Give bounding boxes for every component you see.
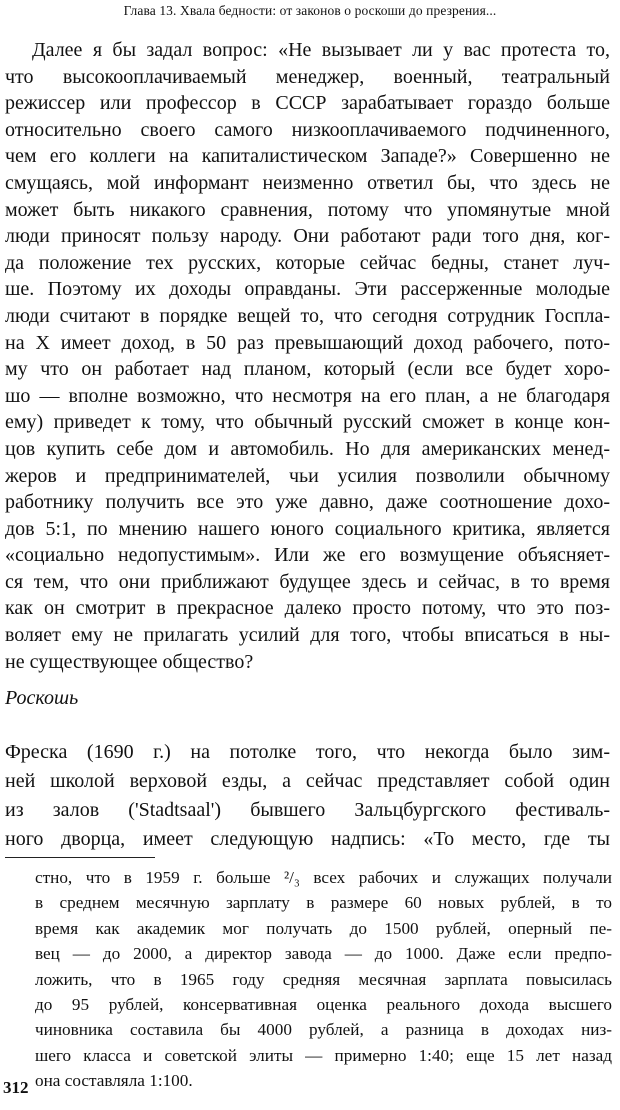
footnote-line: вец — до 2000, а директор завода — до 1000. Даже если предпо- xyxy=(35,944,612,964)
section-paragraph xyxy=(5,738,610,854)
footnote-line: ложить, что в 1965 году средняя месячная зарплата повысилась xyxy=(35,969,612,989)
paragraph-line: шо — вполне возможно, что несмотря на его план, а не благодаря xyxy=(5,384,610,407)
paragraph-line: ся тем, что они приближают будущее здесь и сейчас, в то время xyxy=(5,570,610,593)
section-heading: Роскошь xyxy=(5,687,79,709)
paragraph-line: дов 5:1, по мнению нашего юного социального критика, является xyxy=(5,517,610,540)
section-line: ней школой верховой езды, а сейчас представляет собой один xyxy=(5,770,610,792)
paragraph-line: жеров и предпринимателей, чьи усилия позволили обычному xyxy=(5,464,610,487)
main-paragraph xyxy=(5,37,610,675)
paragraph-line: на Х имеет доход, в 50 раз превышающий доход рабочего, пото- xyxy=(5,331,610,354)
page-number: 312 xyxy=(3,1078,29,1097)
paragraph-line: люди считают в порядке вещей то, что сегодня сотрудник Госпла- xyxy=(5,304,610,327)
paragraph-line: режиссер или профессор в СССР зарабатывает гораздо больше xyxy=(5,92,610,115)
footnote-line: время как академик мог получать до 1500 рублей, оперный пе- xyxy=(35,918,612,938)
paragraph-line: Далее я бы задал вопрос: «Не вызывает ли у вас протеста то, xyxy=(32,39,610,61)
footnote-line: до 95 рублей, консервативная оценка реального дохода высшего xyxy=(35,994,612,1014)
paragraph-line: воляет ему не прилагать усилий для того, чтобы вписаться в ны- xyxy=(5,624,610,647)
paragraph-line: относительно своего самого низкооплачиваемого подчиненного, xyxy=(5,118,610,141)
paragraph-line: ему) приведет к тому, что обычный русский сможет в конце кон- xyxy=(5,411,610,434)
paragraph-line: му что он работает над планом, который (если все будет хоро- xyxy=(5,358,610,381)
paragraph-line: смущаясь, мой информант неизменно ответил бы, что здесь не xyxy=(5,171,610,194)
footnote-line: она составляла 1:100. xyxy=(35,1071,193,1091)
footnote-line: в среднем месячную зарплату в размере 60 новых рублей, в то xyxy=(35,893,612,913)
section-line: Фреска (1690 г.) на потолке того, что некогда было зим- xyxy=(5,741,610,763)
footnote xyxy=(35,865,612,1094)
footnote-line: стно, что в 1959 г. больше ²/₃ всех рабочих и служащих получали xyxy=(35,868,612,887)
footnote-line: чиновника составила бы 4000 рублей, а разница в доходах низ- xyxy=(35,1020,612,1040)
running-head: Глава 13. Хвала бедности: от законов о роскоши до презрения... xyxy=(123,3,497,18)
section-line: из залов ('Stadtsaal') бывшего Зальцбургского фестиваль- xyxy=(5,799,610,821)
paragraph-line: что высокооплачиваемый менеджер, военный, театральный xyxy=(5,65,610,88)
paragraph-line: ше. Поэтому их доходы оправданы. Эти рассерженные молодые xyxy=(5,278,610,301)
paragraph-line: как он смотрит в прекрасное далеко просто потому, что это поз- xyxy=(5,597,610,620)
footnote-line: шего класса и советской элиты — примерно 1:40; еще 15 лет назад xyxy=(35,1045,612,1065)
paragraph-line: может быть никакого сравнения, потому что упомянутые мной xyxy=(5,198,610,221)
paragraph-line: да положение тех русских, которые сейчас бедны, станет луч- xyxy=(5,251,610,274)
section-line: ного дворца, имеет следующую надпись: «То место, где ты xyxy=(5,828,610,850)
paragraph-line: цов купить себе дом и автомобиль. Но для американских менед- xyxy=(5,437,610,460)
paragraph-line: люди приносят пользу народу. Они работают ради того дня, ког- xyxy=(5,225,610,248)
paragraph-line: чем его коллеги на капиталистическом Западе?» Совершенно не xyxy=(5,145,610,168)
paragraph-line: не существующее общество? xyxy=(5,650,254,673)
paragraph-line: работнику получить все это уже давно, даже соотношение дохо- xyxy=(5,491,610,514)
footnote-divider xyxy=(5,857,155,858)
paragraph-line: «социально недопустимым». Или же его возмущение объясняет- xyxy=(5,544,610,567)
